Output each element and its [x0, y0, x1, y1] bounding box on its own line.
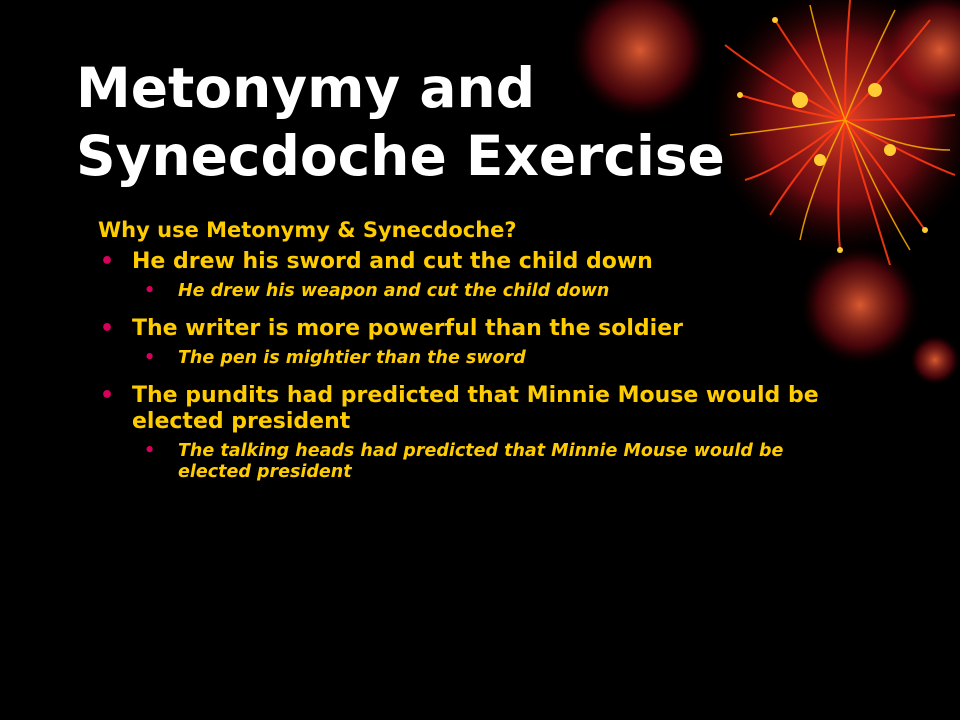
bullet-icon: • [100, 316, 115, 341]
slide-title-line-2: Synecdoche Exercise [76, 124, 725, 188]
bullet-icon: • [100, 383, 115, 408]
list-item [98, 383, 858, 483]
intro-heading: Why use Metonymy & Synecdoche? [98, 218, 517, 242]
sub-bullet [98, 348, 858, 369]
sub-bullet [98, 441, 858, 483]
slide-title [76, 54, 776, 190]
slide-body [98, 215, 858, 497]
list-item [98, 249, 858, 302]
bullet-icon: • [144, 281, 156, 301]
bullet-icon: • [144, 348, 156, 368]
sub-bullet-text: The talking heads had predicted that Minnie Mouse would be elected president [178, 441, 784, 482]
list-item [98, 316, 858, 369]
main-bullet [98, 316, 858, 342]
sub-bullet [98, 281, 858, 302]
main-bullet [98, 383, 858, 435]
slide-title-line-1: Metonymy and [76, 56, 536, 120]
bullet-icon: • [100, 249, 115, 274]
main-bullet-text: He drew his sword and cut the child down [132, 249, 653, 274]
sub-bullet-text: The pen is mightier than the sword [178, 348, 526, 368]
sub-bullet-text: He drew his weapon and cut the child down [178, 281, 610, 301]
main-bullet-text: The writer is more powerful than the soldier [132, 316, 683, 341]
main-bullet [98, 249, 858, 275]
bullet-icon: • [144, 441, 156, 461]
main-bullet-text: The pundits had predicted that Minnie Mouse would be elected president [132, 383, 819, 434]
